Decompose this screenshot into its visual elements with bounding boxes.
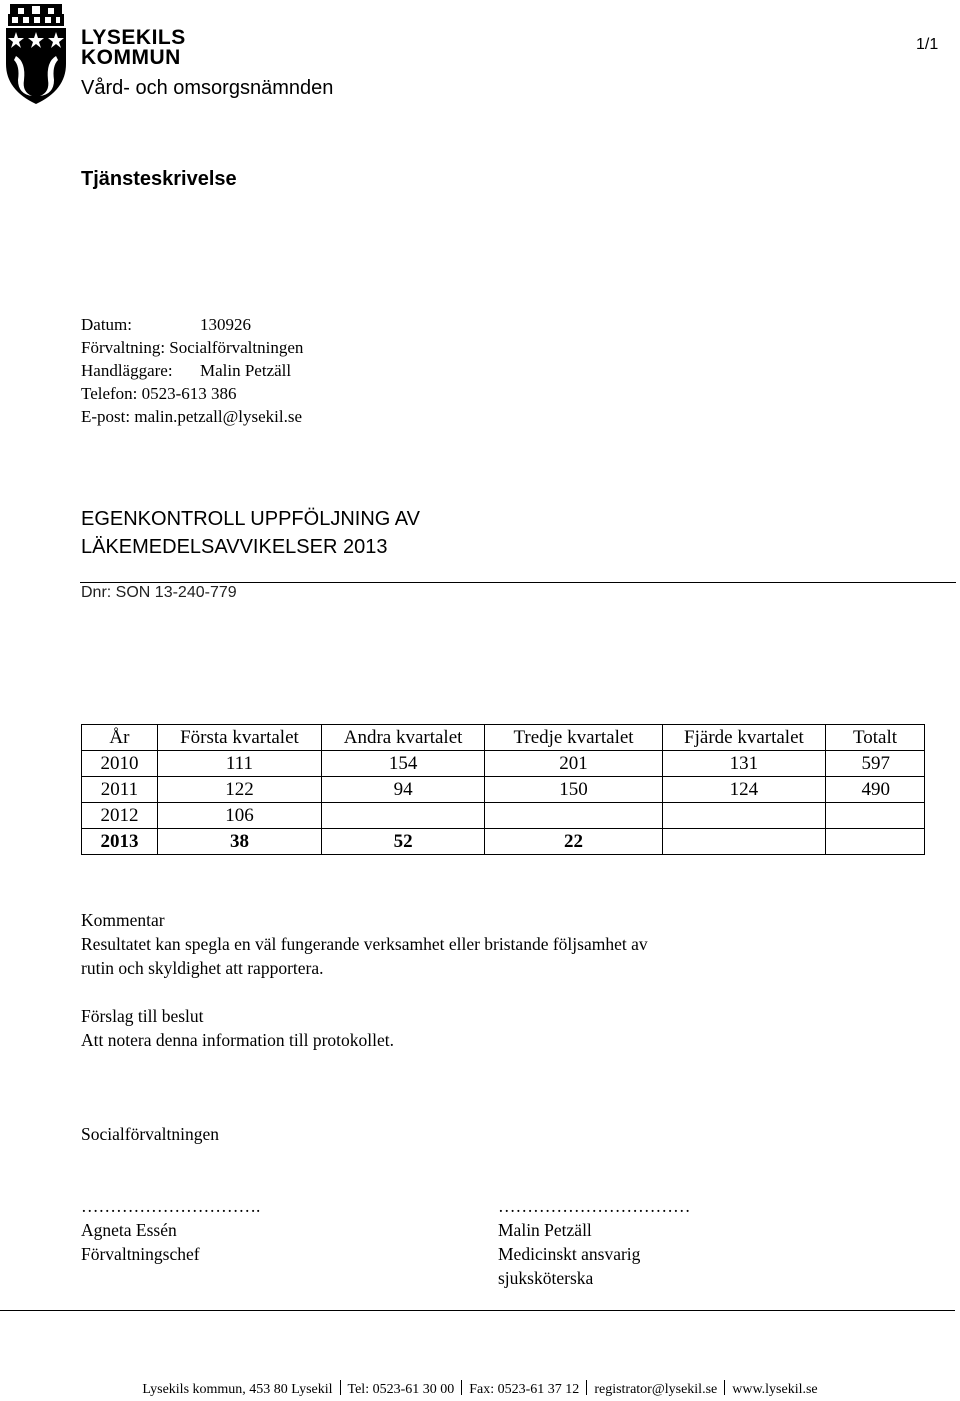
proposal-section (81, 1004, 394, 1052)
table-cell: 106 (157, 803, 321, 829)
meta-date-value: 130926 (200, 315, 251, 334)
meta-date-label: Datum: (81, 315, 132, 334)
medication-deviation-table (81, 724, 925, 855)
comment-text-line1: Resultatet kan spegla en väl fungerande verksamhet eller bristande följsamhet av (81, 934, 648, 954)
comment-section (81, 908, 648, 980)
meta-email: E-post: malin.petzall@lysekil.se (81, 407, 303, 426)
table-cell (826, 829, 925, 855)
department-name: Vård- och omsorgsnämnden (81, 77, 334, 99)
signatory-name: Malin Petzäll (498, 1220, 592, 1240)
table-cell (826, 803, 925, 829)
meta-handler (81, 359, 291, 382)
footer-email: registrator@lysekil.se (594, 1382, 718, 1397)
footer-divider (0, 1310, 955, 1311)
table-cell: 2011 (82, 777, 158, 803)
table-header-row (82, 725, 925, 751)
signature-organization: Socialförvaltningen (81, 1124, 220, 1144)
table-row (82, 777, 925, 803)
table-header-cell: År (82, 725, 158, 751)
footer-separator (461, 1380, 462, 1395)
title-line1: EGENKONTROLL UPPFÖLJNING AV (81, 508, 420, 530)
table-header-cell: Andra kvartalet (322, 725, 485, 751)
document-type-heading: Tjänsteskrivelse (81, 168, 237, 190)
table-cell: 2012 (82, 803, 158, 829)
signature-line: …………………………. (81, 1196, 261, 1216)
table-cell (662, 803, 825, 829)
footer-web: www.lysekil.se (732, 1382, 818, 1397)
table-header-cell: Första kvartalet (157, 725, 321, 751)
table-header-cell: Totalt (826, 725, 925, 751)
document-title (81, 505, 420, 561)
signatory-role: Medicinskt ansvarig (498, 1244, 641, 1264)
signatory-name: Agneta Essén (81, 1220, 177, 1240)
table-cell: 111 (157, 751, 321, 777)
footer-address: Lysekils kommun, 453 80 Lysekil (142, 1382, 333, 1397)
table-cell: 597 (826, 751, 925, 777)
table-cell: 154 (322, 751, 485, 777)
table-cell: 94 (322, 777, 485, 803)
table-header-cell: Fjärde kvartalet (662, 725, 825, 751)
proposal-heading: Förslag till beslut (81, 1006, 204, 1026)
table-cell: 22 (485, 829, 663, 855)
table-row (82, 829, 925, 855)
signature-line: …………………………… (498, 1196, 691, 1216)
footer (0, 1380, 960, 1398)
comment-text-line2: rutin och skyldighet att rapportera. (81, 958, 324, 978)
wordmark-line1: LYSEKILS (81, 26, 186, 49)
table-cell (485, 803, 663, 829)
table-cell: 2013 (82, 829, 158, 855)
table-cell (662, 829, 825, 855)
footer-phone: Tel: 0523-61 30 00 (347, 1382, 455, 1397)
title-line2: LÄKEMEDELSAVVIKELSER 2013 (81, 536, 388, 558)
table-cell: 38 (157, 829, 321, 855)
meta-administration: Förvaltning: Socialförvaltningen (81, 338, 304, 357)
diary-number: Dnr: SON 13-240-779 (81, 584, 237, 601)
table-row (82, 751, 925, 777)
footer-separator (724, 1380, 725, 1395)
wordmark-line2: KOMMUN (81, 46, 181, 69)
meta-date (81, 313, 251, 336)
footer-separator (340, 1380, 341, 1395)
table-cell: 2010 (82, 751, 158, 777)
table-cell: 150 (485, 777, 663, 803)
comment-heading: Kommentar (81, 910, 165, 930)
table-cell: 490 (826, 777, 925, 803)
signatory-role-cont: sjuksköterska (498, 1268, 594, 1288)
meta-handler-label: Handläggare: (81, 361, 173, 380)
meta-phone: Telefon: 0523-613 386 (81, 384, 237, 403)
table-cell: 52 (322, 829, 485, 855)
municipality-wordmark (81, 28, 186, 68)
table-cell: 124 (662, 777, 825, 803)
proposal-text: Att notera denna information till protokollet. (81, 1030, 394, 1050)
page-number: 1/1 (916, 36, 939, 53)
meta-handler-value: Malin Petzäll (200, 361, 292, 380)
table-row (82, 803, 925, 829)
table-header-cell: Tredje kvartalet (485, 725, 663, 751)
table-cell: 131 (662, 751, 825, 777)
table-cell: 201 (485, 751, 663, 777)
footer-separator (586, 1380, 587, 1395)
coat-of-arms-logo (4, 2, 68, 106)
signatory-role: Förvaltningschef (81, 1244, 200, 1264)
title-divider (80, 582, 956, 583)
table-cell (322, 803, 485, 829)
footer-fax: Fax: 0523-61 37 12 (469, 1382, 580, 1397)
table-cell: 122 (157, 777, 321, 803)
signature-left (81, 1194, 260, 1266)
signature-right (498, 1194, 691, 1290)
